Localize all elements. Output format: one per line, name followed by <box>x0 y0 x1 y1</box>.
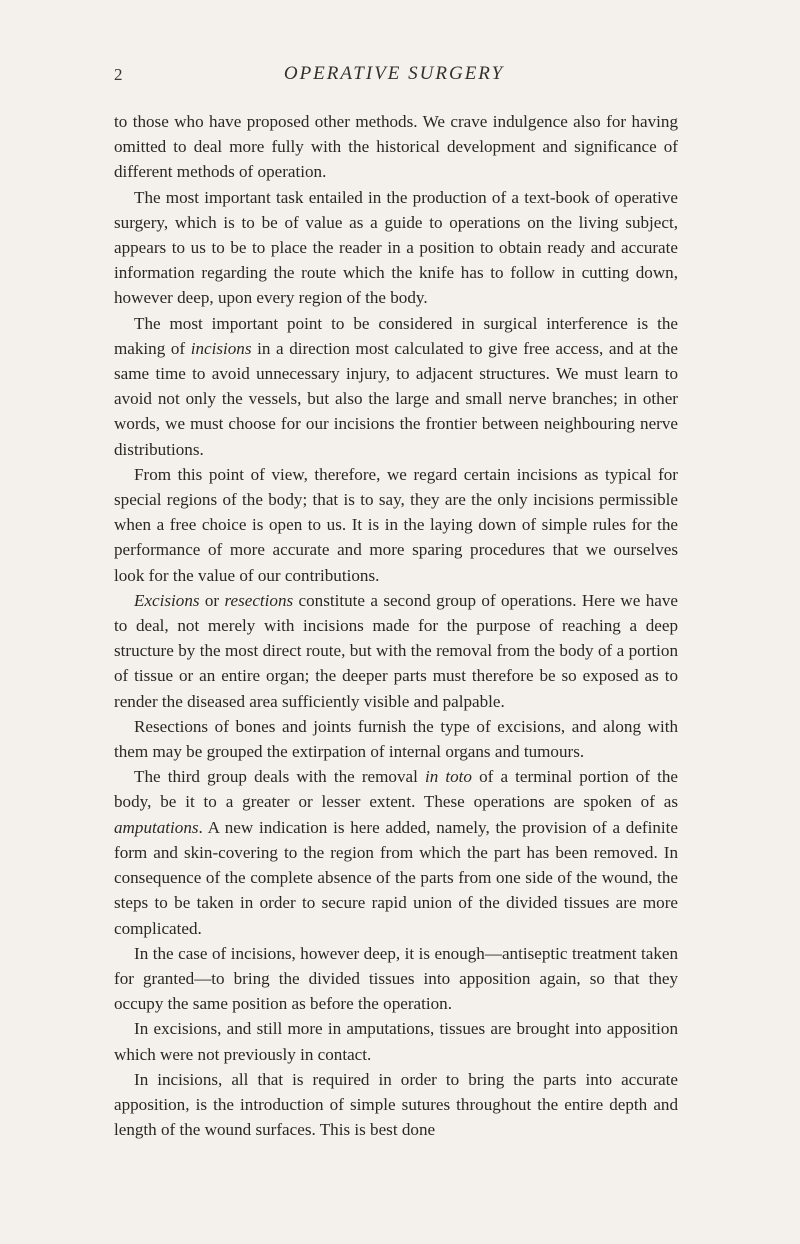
italic-term: incisions <box>190 338 252 358</box>
paragraph <box>114 941 678 1017</box>
paragraph <box>114 109 678 185</box>
text-run: In the case of incisions, however deep, it is enough—antiseptic treatment taken for granted—to bring the divided tissues into apposition again, so that they occupy the same position as before the operation. <box>114 943 678 1014</box>
text-run: to those who have proposed other methods. We crave indulgence also for having omitted to deal more fully with the historical development and significance of different methods of operation. <box>114 112 678 182</box>
page-number: 2 <box>114 65 123 84</box>
paragraph <box>114 714 678 764</box>
running-head <box>114 63 674 87</box>
text-run: of a terminal portion of the body, be it to a greater or lesser extent. These operations are spoken of as <box>114 767 678 812</box>
paragraph <box>114 462 678 588</box>
text-run: In incisions, all that is required in order to bring the parts into accurate apposition, is the introduction of simple sutures throughout the entire depth and length of the wound surfaces. This is best done <box>114 1069 678 1140</box>
text-run: The third group deals with the removal <box>134 767 425 787</box>
paragraph <box>114 1067 678 1143</box>
paragraph <box>114 1016 678 1066</box>
italic-term: amputations <box>114 817 199 837</box>
text-run: constitute a second group of operations. Here we have to deal, not merely with incisions made for the purpose of reaching a deep structure by the most direct route, but with the removal from the body of a portion of tissue or an entire organ; the deeper parts must therefore be so exposed as to render the diseased area sufficiently visible and palpable. <box>114 590 678 711</box>
text-run: The most important point to be considered in surgical interference is the making of <box>114 313 678 358</box>
text-run: In excisions, and still more in amputations, tissues are brought into apposition which were not previously in contact. <box>114 1019 678 1064</box>
running-title: OPERATIVE SURGERY <box>283 63 505 84</box>
text-run: From this point of view, therefore, we regard certain incisions as typical for special regions of the body; that is to say, they are the only incisions permissible when a free choice is open to us. It is in the laying down of simple rules for the performance of more accurate and more sparing procedures that we ourselves look for the value of our contributions. <box>114 464 678 585</box>
paragraph <box>114 311 678 462</box>
text-run: The most important task entailed in the production of a text-book of operative surgery, which is to be of value as a guide to operations on the living subject, appears to us to be to place the reader in a position to obtain ready and accurate information regarding the route which the knife has to follow in cutting down, however deep, upon every region of the body. <box>114 187 678 308</box>
italic-term: resections <box>224 590 294 610</box>
italic-term: in toto <box>424 767 472 787</box>
body-text <box>114 109 678 1142</box>
paragraph <box>114 185 678 311</box>
text-run: or <box>199 590 225 610</box>
text-run: . A new indication is here added, namely, the provision of a definite form and skin-covering to the region from which the part has been removed. In consequence of the complete absence of the parts from one side of the wound, the steps to be taken in order to secure rapid union of the divided tissues are more complicated. <box>114 817 678 938</box>
text-run: Resections of bones and joints furnish the type of excisions, and along with them may be grouped the extirpation of internal organs and tumours. <box>114 716 678 762</box>
italic-term: Excisions <box>134 590 200 610</box>
paragraph <box>114 588 678 714</box>
paragraph <box>114 764 678 940</box>
text-run: in a direction most calculated to give free access, and at the same time to avoid unnecessary injury, to adjacent structures. We must learn to avoid not only the vessels, but also the large and small nerve branches; in other words, we must choose for our incisions the frontier between neighbouring nerve distributions. <box>114 338 678 459</box>
